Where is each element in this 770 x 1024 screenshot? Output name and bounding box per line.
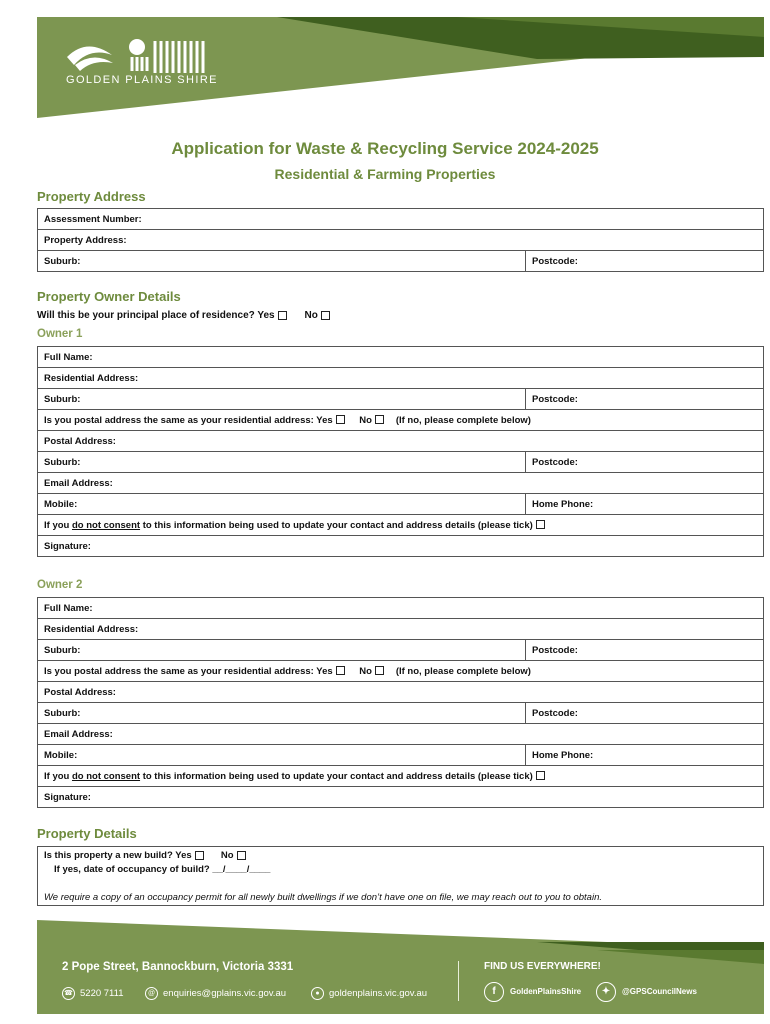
- owner2-full-name-field[interactable]: Full Name:: [38, 598, 764, 619]
- owner2-postal-same-row: Is you postal address the same as your residential address: Yes No (If no, please complete below): [38, 661, 764, 682]
- header-banner: [37, 17, 764, 118]
- owner2-postal-no-checkbox[interactable]: [375, 666, 384, 675]
- residence-yes-checkbox[interactable]: [278, 311, 287, 320]
- email-icon: @: [145, 987, 158, 1000]
- owner1-postal-postcode-field[interactable]: Postcode:: [526, 452, 764, 473]
- footer-find-us: FIND US EVERYWHERE!: [484, 961, 601, 972]
- globe-icon: ●: [311, 987, 324, 1000]
- section-property-address: Property Address: [37, 189, 146, 204]
- owner2-postal-address-field[interactable]: Postal Address:: [38, 682, 764, 703]
- occupancy-date-field[interactable]: If yes, date of occupancy of build? __/____/____: [54, 864, 271, 875]
- property-details-box: [37, 846, 764, 906]
- facebook-link[interactable]: f GoldenPlainsShire: [484, 982, 581, 1002]
- owner1-home-phone-field[interactable]: Home Phone:: [526, 494, 764, 515]
- assessment-number-field[interactable]: Assessment Number:: [38, 209, 764, 230]
- owner1-heading: Owner 1: [37, 328, 83, 340]
- phone-icon: ☎: [62, 987, 75, 1000]
- owner1-postal-same-row: Is you postal address the same as your residential address: Yes No (If no, please complete below): [38, 410, 764, 431]
- owner1-postcode-field[interactable]: Postcode:: [526, 389, 764, 410]
- footer-email[interactable]: @ enquiries@gplains.vic.gov.au: [145, 987, 286, 1000]
- footer-phone: ☎ 5220 7111: [62, 987, 124, 1000]
- owner1-mobile-field[interactable]: Mobile:: [38, 494, 526, 515]
- new-build-question: Is this property a new build? Yes No: [44, 850, 250, 861]
- new-build-no-checkbox[interactable]: [237, 851, 246, 860]
- residence-no-checkbox[interactable]: [321, 311, 330, 320]
- owner2-suburb-field[interactable]: Suburb:: [38, 640, 526, 661]
- owner1-signature-field[interactable]: Signature:: [38, 536, 764, 557]
- owner1-suburb-field[interactable]: Suburb:: [38, 389, 526, 410]
- section-property-details: Property Details: [37, 826, 137, 841]
- twitter-link[interactable]: ✦ @GPSCouncilNews: [596, 982, 697, 1002]
- owner1-full-name-field[interactable]: Full Name:: [38, 347, 764, 368]
- occupancy-note: We require a copy of an occupancy permit for all newly built dwellings if we don’t have one on file, we may reach out to you to obtain.: [44, 892, 602, 903]
- footer-web[interactable]: ● goldenplains.vic.gov.au: [311, 987, 427, 1000]
- owner1-res-address-field[interactable]: Residential Address:: [38, 368, 764, 389]
- owner1-postal-no-checkbox[interactable]: [375, 415, 384, 424]
- owner2-consent-checkbox[interactable]: [536, 771, 545, 780]
- facebook-icon: f: [484, 982, 504, 1002]
- owner2-email-field[interactable]: Email Address:: [38, 724, 764, 745]
- owner2-home-phone-field[interactable]: Home Phone:: [526, 745, 764, 766]
- owner2-table: [37, 597, 764, 808]
- owner1-postal-address-field[interactable]: Postal Address:: [38, 431, 764, 452]
- brand-name: GOLDEN PLAINS SHIRE: [66, 74, 218, 86]
- owner1-postal-suburb-field[interactable]: Suburb:: [38, 452, 526, 473]
- property-address-table: [37, 208, 764, 272]
- footer-divider: [458, 961, 459, 1001]
- owner2-postal-suburb-field[interactable]: Suburb:: [38, 703, 526, 724]
- owner1-table: [37, 346, 764, 557]
- owner1-consent-row: If you do not consent to this information being used to update your contact and address details (please tick): [38, 515, 764, 536]
- owner2-res-address-field[interactable]: Residential Address:: [38, 619, 764, 640]
- postcode-field[interactable]: Postcode:: [526, 251, 764, 272]
- footer-address: 2 Pope Street, Bannockburn, Victoria 3331: [62, 961, 294, 973]
- owner1-postal-yes-checkbox[interactable]: [336, 415, 345, 424]
- owner2-postal-postcode-field[interactable]: Postcode:: [526, 703, 764, 724]
- owner2-postcode-field[interactable]: Postcode:: [526, 640, 764, 661]
- property-address-field[interactable]: Property Address:: [38, 230, 764, 251]
- owner1-email-field[interactable]: Email Address:: [38, 473, 764, 494]
- owner1-consent-checkbox[interactable]: [536, 520, 545, 529]
- owner2-postal-yes-checkbox[interactable]: [336, 666, 345, 675]
- twitter-icon: ✦: [596, 982, 616, 1002]
- owner2-consent-row: If you do not consent to this information being used to update your contact and address details (please tick): [38, 766, 764, 787]
- suburb-field[interactable]: Suburb:: [38, 251, 526, 272]
- new-build-yes-checkbox[interactable]: [195, 851, 204, 860]
- page-title: Application for Waste & Recycling Service 2024-2025: [171, 139, 599, 158]
- page-subtitle: Residential & Farming Properties: [274, 166, 496, 182]
- residence-question: Will this be your principal place of residence? Yes No: [37, 310, 334, 321]
- header-shapes: [37, 17, 764, 118]
- owner2-heading: Owner 2: [37, 579, 83, 591]
- owner2-signature-field[interactable]: Signature:: [38, 787, 764, 808]
- section-owner-details: Property Owner Details: [37, 289, 181, 304]
- owner2-mobile-field[interactable]: Mobile:: [38, 745, 526, 766]
